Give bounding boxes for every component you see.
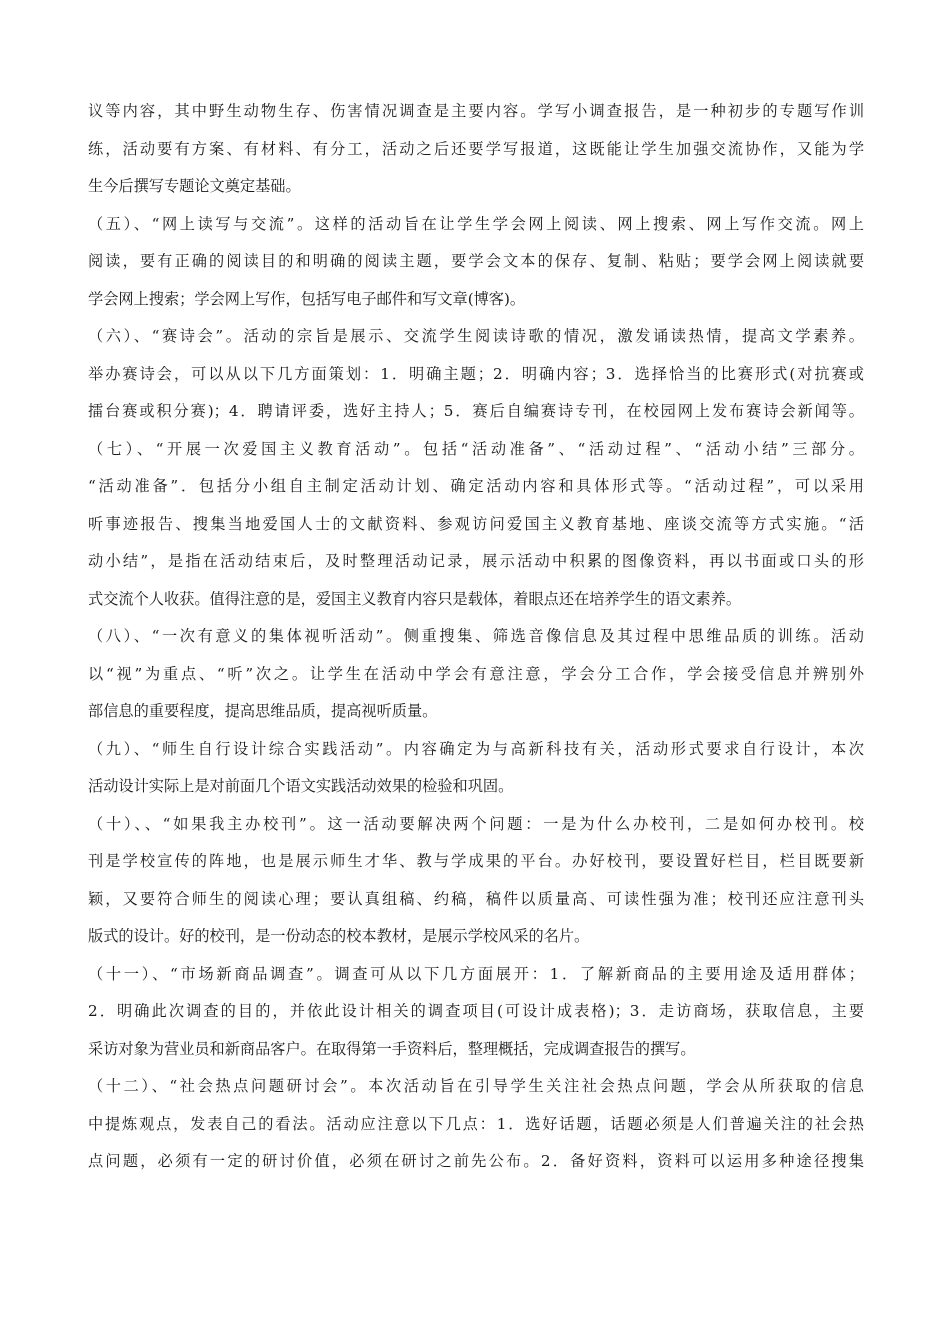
text-line: 举办赛诗会，可以从以下几方面策划：1．明确主题；2．明确内容；3．选择恰当的比赛形式(对抗赛或 bbox=[88, 364, 864, 383]
text-line: 点问题，必须有一定的研讨价值，必须在研讨之前先公布。2．备好资料，资料可以运用多种途径搜集 bbox=[88, 1152, 864, 1170]
text-line: 以“视”为重点、“听”次之。让学生在活动中学会有意注意，学会分工合作，学会接受信息并辨别外 bbox=[88, 664, 864, 683]
text-line: （六）、“赛诗会”。活动的宗旨是展示、交流学生阅读诗歌的情况，激发诵读热情，提高文学素养。 bbox=[88, 327, 864, 345]
text-line: 版式的设计。好的校刊，是一份动态的校本教材，是展示学校风采的名片。 bbox=[88, 927, 590, 945]
text-line: 部信息的重要程度，提高思维品质，提高视听质量。 bbox=[88, 702, 438, 720]
text-line: （八）、“一次有意义的集体视听活动”。侧重搜集、筛选音像信息及其过程中思维品质的训练。活动 bbox=[88, 627, 864, 645]
text-line: 活动设计实际上是对前面几个语文实践活动效果的检验和巩固。 bbox=[88, 777, 514, 795]
text-line: 练，活动要有方案、有材料、有分工，活动之后还要学写报道，这既能让学生加强交流协作，又能为学 bbox=[88, 139, 864, 158]
text-line: 阅读，要有正确的阅读目的和明确的阅读主题，要学会文本的保存、复制、粘贴；要学会网上阅读就要 bbox=[88, 252, 864, 270]
text-line: （十）、、“如果我主办校刊”。这一活动要解决两个问题：一是为什么办校刊，二是如何办校刊。校 bbox=[88, 814, 864, 833]
text-line: （十一）、“市场新商品调查”。调查可从以下几方面展开：1．了解新商品的主要用途及适用群体； bbox=[88, 964, 864, 983]
text-line: 颖，又要符合师生的阅读心理；要认真组稿、约稿，稿件以质量高、可读性强为准；校刊还应注意刊头 bbox=[88, 889, 864, 908]
text-line: 动小结”，是指在活动结束后，及时整理活动记录，展示活动中积累的图像资料，再以书面或口头的形 bbox=[88, 552, 864, 570]
text-line: （五）、“网上读写与交流”。这样的活动旨在让学生学会网上阅读、网上搜索、网上写作交流。网上 bbox=[88, 214, 864, 233]
text-line: 议等内容，其中野生动物生存、伤害情况调查是主要内容。学写小调查报告，是一种初步的专题写作训 bbox=[88, 102, 864, 120]
text-line: 生今后撰写专题论文奠定基础。 bbox=[88, 177, 301, 195]
text-line: 采访对象为营业员和新商品客户。在取得第一手资料后，整理概括，完成调查报告的撰写。 bbox=[88, 1039, 696, 1058]
text-line: 学会网上搜索；学会网上写作，包括写电子邮件和写文章(博客)。 bbox=[88, 289, 526, 308]
text-line: （九）、“师生自行设计综合实践活动”。内容确定为与高新科技有关，活动形式要求自行设计，本次 bbox=[88, 739, 864, 758]
text-line: “活动准备”．包括分小组自主制定活动计划、确定活动内容和具体形式等。“活动过程”，可以采用 bbox=[88, 477, 864, 495]
text-line: （七）、“开展一次爱国主义教育活动”。包括“活动准备”、“活动过程”、“活动小结”三部分。 bbox=[88, 439, 864, 458]
text-line: 擂台赛或积分赛)；4．聘请评委，选好主持人；5．赛后自编赛诗专刊，在校园网上发布赛诗会新闻等。 bbox=[88, 402, 864, 420]
text-line: 2．明确此次调查的目的，并依此设计相关的调查项目(可设计成表格)；3．走访商场，获取信息，主要 bbox=[88, 1002, 864, 1020]
text-line: 刊是学校宣传的阵地，也是展示师生才华、教与学成果的平台。办好校刊，要设置好栏目，栏目既要新 bbox=[88, 852, 864, 870]
text-line: 式交流个人收获。值得注意的是，爱国主义教育内容只是载体，着眼点还在培养学生的语文素养。 bbox=[88, 589, 742, 608]
text-line: （十二）、“社会热点问题研讨会”。本次活动旨在引导学生关注社会热点问题，学会从所获取的信息 bbox=[88, 1077, 864, 1095]
text-line: 听事迹报告、搜集当地爱国人士的文献资料、参观访问爱国主义教育基地、座谈交流等方式实施。“活 bbox=[88, 514, 864, 533]
body-text bbox=[88, 93, 864, 1181]
text-line: 中提炼观点，发表自己的看法。活动应注意以下几点：1．选好话题，话题必须是人们普遍关注的社会热 bbox=[88, 1114, 864, 1133]
